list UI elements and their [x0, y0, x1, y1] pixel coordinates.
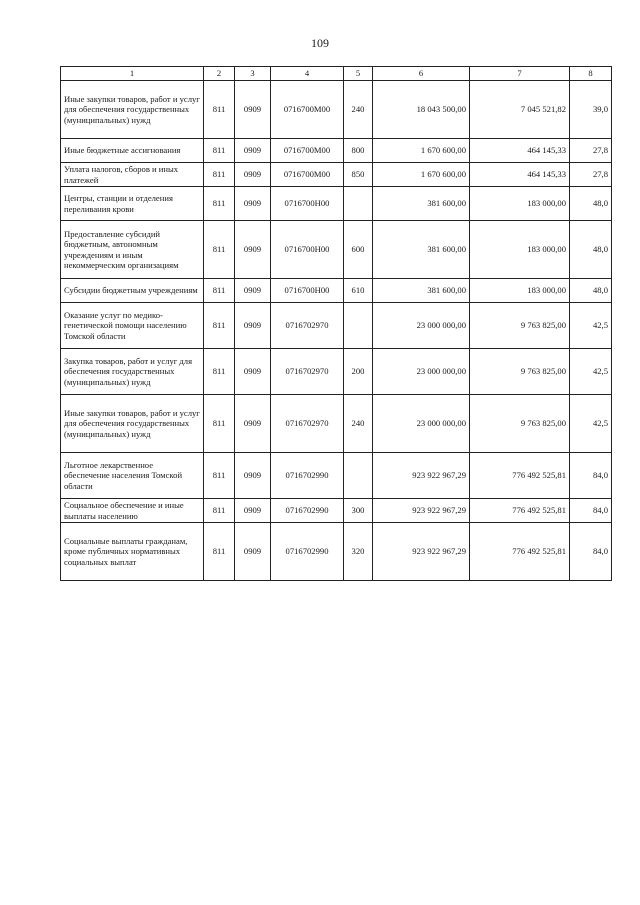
header-cell: 6 — [373, 67, 470, 81]
expense-type-cell: 320 — [344, 523, 373, 581]
table-row — [61, 499, 612, 523]
ministry-code-cell: 811 — [204, 523, 235, 581]
expense-type-cell: 240 — [344, 81, 373, 139]
percent-cell: 84,0 — [570, 523, 612, 581]
expense-type-cell: 850 — [344, 163, 373, 187]
table-row — [61, 523, 612, 581]
target-item-cell: 0716700Н00 — [271, 221, 344, 279]
planned-amount-cell: 381 600,00 — [373, 187, 470, 221]
row-name-cell: Предоставление субсидий бюджетным, автономным учреждениям и иным некоммерческим организациям — [61, 221, 204, 279]
ministry-code-cell: 811 — [204, 187, 235, 221]
executed-amount-cell: 776 492 525,81 — [470, 499, 570, 523]
table-row — [61, 187, 612, 221]
header-cell: 1 — [61, 67, 204, 81]
target-item-cell: 0716702990 — [271, 499, 344, 523]
executed-amount-cell: 776 492 525,81 — [470, 523, 570, 581]
target-item-cell: 0716702990 — [271, 453, 344, 499]
ministry-code-cell: 811 — [204, 81, 235, 139]
expense-type-cell: 300 — [344, 499, 373, 523]
target-item-cell: 0716700М00 — [271, 163, 344, 187]
section-code-cell: 0909 — [235, 523, 271, 581]
row-name-cell: Оказание услуг по медико-генетической помощи населению Томской области — [61, 303, 204, 349]
percent-cell: 42,5 — [570, 303, 612, 349]
expense-type-cell — [344, 303, 373, 349]
percent-cell: 27,8 — [570, 139, 612, 163]
row-name-cell: Уплата налогов, сборов и иных платежей — [61, 163, 204, 187]
executed-amount-cell: 464 145,33 — [470, 139, 570, 163]
expense-type-cell: 800 — [344, 139, 373, 163]
page-number: 109 — [311, 36, 329, 50]
target-item-cell: 0716702970 — [271, 303, 344, 349]
header-cell: 4 — [271, 67, 344, 81]
row-name-cell: Иные бюджетные ассигнования — [61, 139, 204, 163]
target-item-cell: 0716702970 — [271, 395, 344, 453]
planned-amount-cell: 381 600,00 — [373, 221, 470, 279]
target-item-cell: 0716700М00 — [271, 81, 344, 139]
table-row — [61, 279, 612, 303]
header-cell: 8 — [570, 67, 612, 81]
section-code-cell: 0909 — [235, 187, 271, 221]
expense-type-cell: 600 — [344, 221, 373, 279]
section-code-cell: 0909 — [235, 395, 271, 453]
expense-type-cell: 240 — [344, 395, 373, 453]
ministry-code-cell: 811 — [204, 453, 235, 499]
table-row — [61, 163, 612, 187]
ministry-code-cell: 811 — [204, 221, 235, 279]
percent-cell: 84,0 — [570, 499, 612, 523]
percent-cell: 48,0 — [570, 187, 612, 221]
row-name-cell: Иные закупки товаров, работ и услуг для обеспечения государственных (муниципальных) нужд — [61, 81, 204, 139]
percent-cell: 42,5 — [570, 349, 612, 395]
executed-amount-cell: 183 000,00 — [470, 279, 570, 303]
table-row — [61, 81, 612, 139]
executed-amount-cell: 7 045 521,82 — [470, 81, 570, 139]
executed-amount-cell: 183 000,00 — [470, 187, 570, 221]
section-code-cell: 0909 — [235, 163, 271, 187]
row-name-cell: Субсидии бюджетным учреждениям — [61, 279, 204, 303]
planned-amount-cell: 23 000 000,00 — [373, 303, 470, 349]
executed-amount-cell: 9 763 825,00 — [470, 395, 570, 453]
percent-cell: 48,0 — [570, 279, 612, 303]
ministry-code-cell: 811 — [204, 395, 235, 453]
row-name-cell: Социальные выплаты гражданам, кроме публичных нормативных социальных выплат — [61, 523, 204, 581]
budget-table — [60, 66, 612, 581]
target-item-cell: 0716700М00 — [271, 139, 344, 163]
header-cell: 5 — [344, 67, 373, 81]
ministry-code-cell: 811 — [204, 499, 235, 523]
executed-amount-cell: 464 145,33 — [470, 163, 570, 187]
table-row — [61, 221, 612, 279]
planned-amount-cell: 23 000 000,00 — [373, 395, 470, 453]
planned-amount-cell: 1 670 600,00 — [373, 163, 470, 187]
ministry-code-cell: 811 — [204, 349, 235, 395]
percent-cell: 39,0 — [570, 81, 612, 139]
section-code-cell: 0909 — [235, 221, 271, 279]
percent-cell: 48,0 — [570, 221, 612, 279]
header-cell: 7 — [470, 67, 570, 81]
planned-amount-cell: 923 922 967,29 — [373, 453, 470, 499]
executed-amount-cell: 9 763 825,00 — [470, 303, 570, 349]
executed-amount-cell: 9 763 825,00 — [470, 349, 570, 395]
target-item-cell: 0716702990 — [271, 523, 344, 581]
executed-amount-cell: 776 492 525,81 — [470, 453, 570, 499]
planned-amount-cell: 23 000 000,00 — [373, 349, 470, 395]
planned-amount-cell: 381 600,00 — [373, 279, 470, 303]
ministry-code-cell: 811 — [204, 279, 235, 303]
expense-type-cell — [344, 187, 373, 221]
target-item-cell: 0716700Н00 — [271, 279, 344, 303]
planned-amount-cell: 18 043 500,00 — [373, 81, 470, 139]
section-code-cell: 0909 — [235, 499, 271, 523]
header-cell: 3 — [235, 67, 271, 81]
row-name-cell: Льготное лекарственное обеспечение населения Томской области — [61, 453, 204, 499]
executed-amount-cell: 183 000,00 — [470, 221, 570, 279]
row-name-cell: Иные закупки товаров, работ и услуг для обеспечения государственных (муниципальных) нужд — [61, 395, 204, 453]
ministry-code-cell: 811 — [204, 303, 235, 349]
row-name-cell: Закупка товаров, работ и услуг для обеспечения государственных (муниципальных) нужд — [61, 349, 204, 395]
planned-amount-cell: 923 922 967,29 — [373, 499, 470, 523]
target-item-cell: 0716700Н00 — [271, 187, 344, 221]
table-row — [61, 303, 612, 349]
section-code-cell: 0909 — [235, 349, 271, 395]
planned-amount-cell: 923 922 967,29 — [373, 523, 470, 581]
table-row — [61, 349, 612, 395]
row-name-cell: Центры, станции и отделения переливания крови — [61, 187, 204, 221]
expense-type-cell — [344, 453, 373, 499]
ministry-code-cell: 811 — [204, 139, 235, 163]
section-code-cell: 0909 — [235, 303, 271, 349]
header-row — [61, 67, 612, 81]
table-row — [61, 395, 612, 453]
planned-amount-cell: 1 670 600,00 — [373, 139, 470, 163]
percent-cell: 27,8 — [570, 163, 612, 187]
target-item-cell: 0716702970 — [271, 349, 344, 395]
section-code-cell: 0909 — [235, 139, 271, 163]
table-row — [61, 453, 612, 499]
table-row — [61, 139, 612, 163]
section-code-cell: 0909 — [235, 279, 271, 303]
ministry-code-cell: 811 — [204, 163, 235, 187]
section-code-cell: 0909 — [235, 81, 271, 139]
expense-type-cell: 200 — [344, 349, 373, 395]
expense-type-cell: 610 — [344, 279, 373, 303]
header-cell: 2 — [204, 67, 235, 81]
percent-cell: 42,5 — [570, 395, 612, 453]
section-code-cell: 0909 — [235, 453, 271, 499]
row-name-cell: Социальное обеспечение и иные выплаты населению — [61, 499, 204, 523]
percent-cell: 84,0 — [570, 453, 612, 499]
